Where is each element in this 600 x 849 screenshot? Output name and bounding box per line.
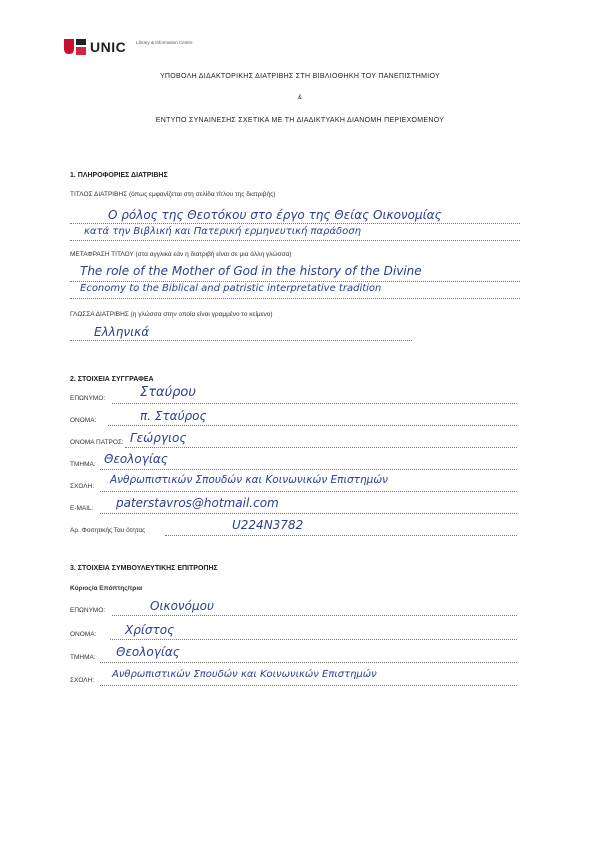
supervisor-school-value[interactable]: Ανθρωπιστικών Σπουδών και Κοινωνικών Επιστημών	[112, 669, 377, 680]
translation-label: ΜΕΤΑΦΡΑΣΗ ΤΙΤΛΟΥ (στα αγγλικά εάν η διατριβή είναι σε μια άλλη γλώσσα)	[70, 251, 292, 258]
email-value[interactable]: paterstavros@hotmail.com	[116, 496, 279, 510]
thesis-title-line2[interactable]: κατά την Βιβλική και Πατερική ερμηνευτική παράδοση	[84, 226, 361, 237]
author-surname-rule	[112, 403, 517, 404]
thesis-title-line1[interactable]: Ο ρόλος της Θεοτόκου στο έργο της Θείας Οικονομίας	[108, 208, 442, 222]
supervisor-surname-rule	[112, 615, 517, 616]
supervisor-department-value[interactable]: Θεολογίας	[116, 645, 180, 659]
supervisor-school-rule	[100, 685, 517, 686]
student-id-label: Αρ. Φοιτητικής Ταυ ότητας	[70, 527, 146, 534]
translation-line1[interactable]: The role of the Mother of God in the history of the Divine	[80, 264, 422, 278]
supervisor-department-label: ΤΜΗΜΑ:	[70, 654, 96, 661]
school-rule	[100, 491, 517, 492]
supervisor-name-value[interactable]: Χρίστος	[125, 623, 175, 637]
father-name-rule	[125, 447, 517, 448]
form-title-line2: ΕΝΤΥΠΟ ΣΥΝΑΙΝΕΣΗΣ ΣΧΕΤΙΚΑ ΜΕ ΤΗ ΔΙΑΔΙΚΤΥΑΚΗ ΔΙΑΝΟΜΗ ΠΕΡΙΕΧΟΜΕΝΟΥ	[155, 117, 445, 124]
section2-heading: 2. ΣΤΟΙΧΕΙΑ ΣΥΓΓΡΑΦΕΑ	[70, 376, 154, 383]
translation-line2[interactable]: Economy to the Biblical and patristic interpretative tradition	[80, 283, 382, 294]
author-name-rule	[108, 425, 517, 426]
author-surname-label: ΕΠΩΝΥΜΟ:	[70, 395, 106, 402]
supervisor-name-rule	[110, 639, 517, 640]
translation-line2-rule	[70, 298, 520, 299]
supervisor-school-label: ΣΧΟΛΗ:	[70, 677, 95, 684]
father-name-value[interactable]: Γεώργιος	[130, 431, 187, 445]
thesis-title-line2-rule	[70, 240, 520, 241]
supervisor-department-rule	[100, 662, 517, 663]
supervisor-surname-value[interactable]: Οικονόμου	[150, 599, 214, 613]
language-rule	[70, 340, 412, 341]
department-rule	[100, 469, 517, 470]
unic-logo-icon	[62, 37, 88, 57]
section1-heading: 1. ΠΛΗΡΟΦΟΡΙΕΣ ΔΙΑΤΡΙΒΗΣ	[70, 172, 168, 179]
thesis-title-line1-rule	[70, 223, 520, 224]
author-name-label: ΟΝΟΜΑ:	[70, 417, 97, 424]
logo-subtitle: Library & Information Centre	[136, 40, 193, 45]
translation-line1-rule	[70, 281, 520, 282]
school-value[interactable]: Ανθρωπιστικών Σπουδών και Κοινωνικών Επιστημών	[110, 474, 388, 486]
email-label: E-MAIL:	[70, 505, 94, 512]
department-value[interactable]: Θεολογίας	[104, 452, 168, 466]
school-label: ΣΧΟΛΗ:	[70, 483, 95, 490]
form-title-ampersand: &	[297, 95, 303, 101]
author-surname-value[interactable]: Σταύρου	[140, 385, 196, 400]
department-label: ΤΜΗΜΑ:	[70, 461, 96, 468]
supervisor-subheading: Κύριος/α Επόπτης/τρια	[70, 585, 143, 592]
form-title-line1: ΥΠΟΒΟΛΗ ΔΙΔΑΚΤΟΡΙΚΗΣ ΔΙΑΤΡΙΒΗΣ ΣΤΗ ΒΙΒΛΙΟΘΗΚΗ ΤΟΥ ΠΑΝΕΠΙΣΤΗΜΙΟΥ	[159, 73, 441, 80]
logo-name: UNIC	[90, 39, 127, 55]
father-name-label: ΟΝΟΜΑ ΠΑΤΡΟΣ:	[70, 439, 124, 446]
author-name-value[interactable]: π. Σταύρος	[140, 409, 207, 423]
supervisor-name-label: ΟΝΟΜΑ:	[70, 631, 97, 638]
student-id-rule	[165, 535, 517, 536]
language-value[interactable]: Ελληνικά	[94, 325, 150, 339]
language-label: ΓΛΩΣΣΑ ΔΙΑΤΡΙΒΗΣ (η γλώσσα στην οποία είναι γραμμένο το κείμενο)	[70, 311, 273, 318]
section3-heading: 3. ΣΤΟΙΧΕΙΑ ΣΥΜΒΟΥΛΕΥΤΙΚΗΣ ΕΠΙΤΡΟΠΗΣ	[70, 565, 218, 572]
thesis-title-label: ΤΙΤΛΟΣ ΔΙΑΤΡΙΒΗΣ (όπως εμφανίζεται στη σελίδα τίτλου της διατριβής)	[70, 191, 276, 198]
student-id-value[interactable]: U224N3782	[232, 518, 304, 532]
supervisor-surname-label: ΕΠΩΝΥΜΟ:	[70, 607, 106, 614]
email-rule	[100, 513, 517, 514]
